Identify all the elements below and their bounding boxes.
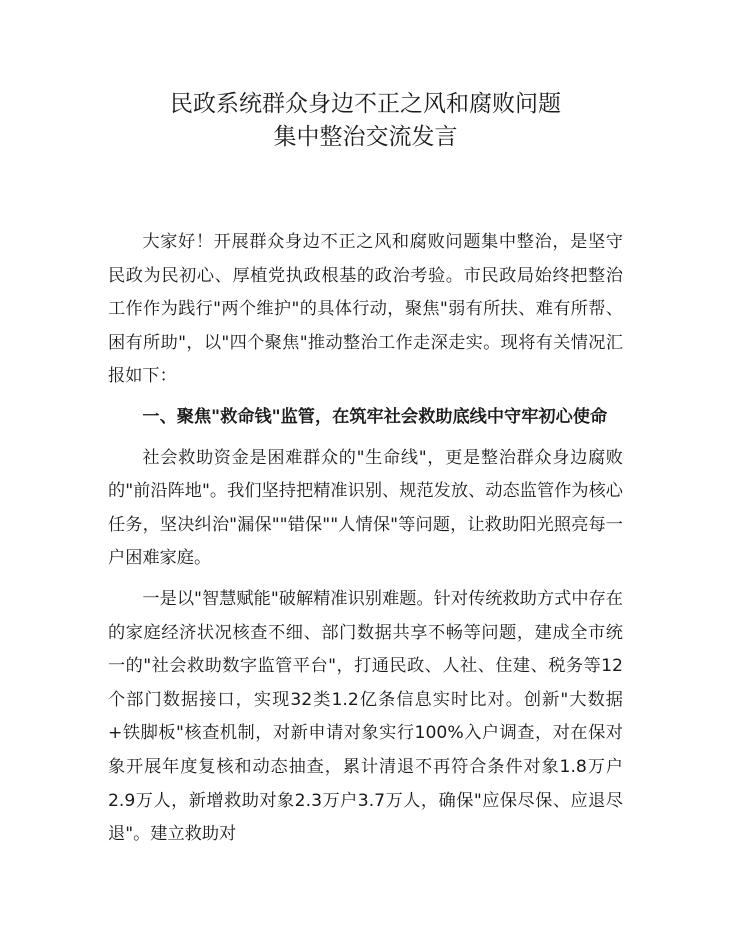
document-title bbox=[108, 88, 623, 154]
document-body bbox=[108, 226, 623, 852]
section-heading-1: 一、聚焦"救命钱"监管，在筑牢社会救助底线中守牢初心使命 bbox=[142, 406, 608, 427]
title-line-2: 集中整治交流发言 bbox=[273, 124, 458, 150]
paragraph-section-1-intro: 社会救助资金是困难群众的"生命线"，更是整治群众身边腐败的"前沿阵地"。我们坚持把精准识别、规范发放、动态监管作为核心任务，坚决纠治"漏保""错保""人情保"等问题，让救助阳光照亮每一户困难家庭。 bbox=[108, 447, 623, 569]
paragraph-intro: 大家好！开展群众身边不正之风和腐败问题集中整治，是坚守民政为民初心、厚植党执政根基的政治考验。市民政局始终把整治工作作为践行"两个维护"的具体行动，聚焦"弱有所扶、难有所帮、困有所助"，以"四个聚焦"推动整治工作走深走实。现将有关情况汇报如下： bbox=[108, 232, 623, 387]
title-line-1: 民政系统群众身边不正之风和腐败问题 bbox=[170, 91, 561, 117]
paragraph-point-1: 一是以"智慧赋能"破解精准识别难题。针对传统救助方式中存在的家庭经济状况核查不细、部门数据共享不畅等问题，建成全市统一的"社会救助数字监管平台"，打通民政、人社、住建、税务等12个部门数据接口，实现32类1.2亿条信息实时比对。创新"大数据+铁脚板"核查机制，对新申请对象实行100%入户调查，对在保对象开展年度复核和动态抽查，累计清退不再符合条件对象1.8万户2.9万人，新增救助对象2.3万户3.7万人，确保"应保尽保、应退尽退"。建立救助对 bbox=[108, 588, 623, 845]
